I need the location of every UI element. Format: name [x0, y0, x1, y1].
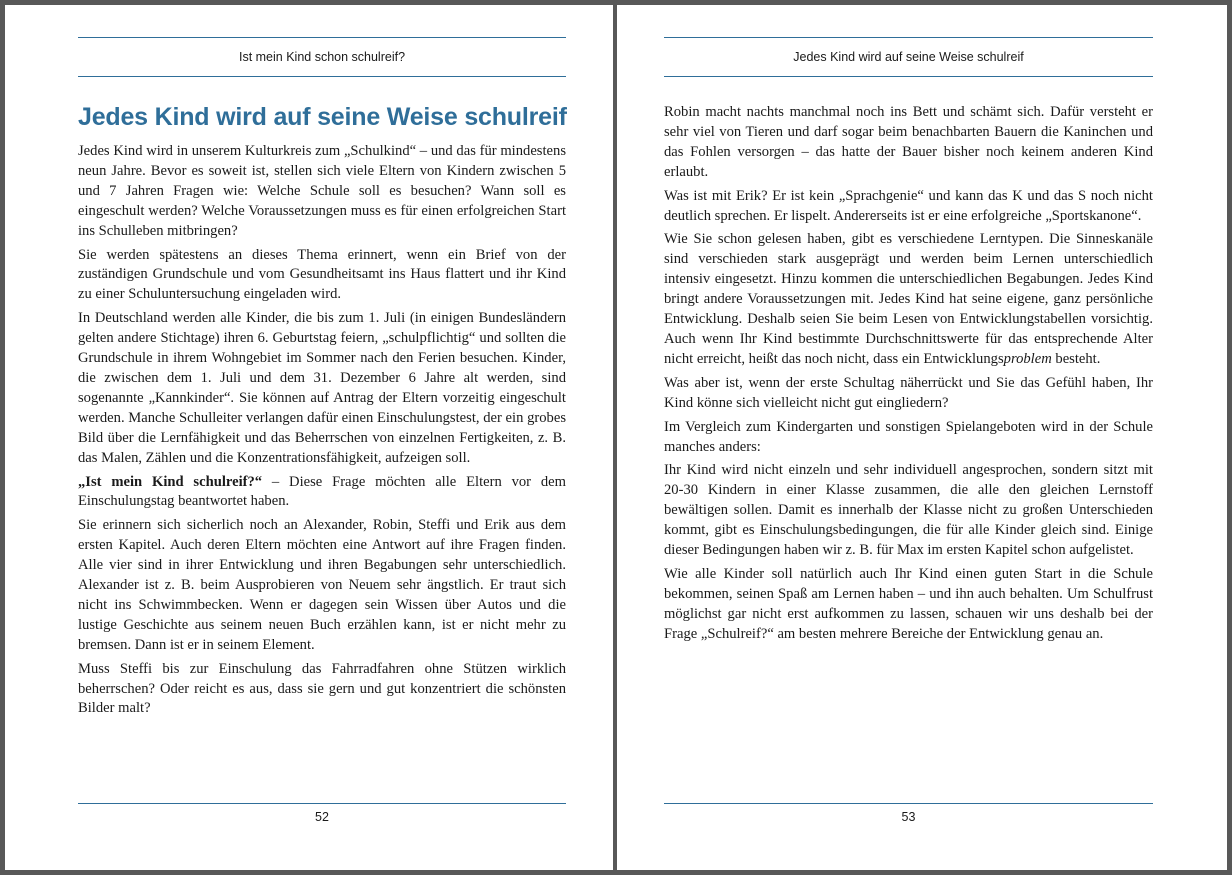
page-number: 53 — [901, 810, 916, 824]
header-rule-bottom — [78, 76, 566, 77]
paragraph: Was ist mit Erik? Er ist kein „Sprachgenie“ und kann das K und das S noch nicht deutlich sprechen. Er lispelt. Andererseits ist er eine erfolgreiche „Sportskanone“. — [664, 187, 1153, 224]
paragraph: Sie erinnern sich sicherlich noch an Alexander, Robin, Steffi und Erik aus dem ersten Kapitel. Auch deren Eltern möchten eine Antwort auf ihre Fragen finden. Alle vier sind in ihrer Entwicklung und ihren Begabungen sehr unterschiedlich. Alexander ist z. B. beim Ausprobieren von Neuem sehr ängstlich. Er traut sich nicht ins Schwimmbecken. Wenn er dagegen sein Wissen über Autos und die lustige Geschichte aus seinem neuen Buch erzählen kann, ist er nicht mehr zu bremsen. Dann ist er in seinem Element. — [78, 517, 566, 653]
paragraph: Sie werden spätestens an dieses Thema erinnert, wenn ein Brief von der zuständigen Grundschule und vom Gesundheitsamt ins Haus flattert und ihr Kind zu einer Schuluntersuchung eingeladen wird. — [78, 246, 566, 303]
paragraph: Jedes Kind wird in unserem Kulturkreis zum „Schulkind“ – und das für mindestens neun Jahre. Bevor es soweit ist, stellen sich viele Eltern von Kindern zwischen 5 und 7 Jahren Fragen wie: Welche Schule soll es besuchen? Wann soll es eingeschult werden? Welche Voraussetzungen muss es für einen erfolgreichen Start ins Schulleben mitbringen? — [78, 143, 566, 239]
page-number: 52 — [315, 810, 329, 824]
lerntypen-paragraph — [664, 230, 1153, 369]
paragraph: Muss Steffi bis zur Einschulung das Fahrradfahren ohne Stützen wirklich beherrschen? Oder reicht es aus, dass sie gern und gut konzentriert die schönsten Bilder malt? — [78, 660, 566, 717]
left-body-text — [78, 142, 566, 723]
left-page — [5, 5, 613, 870]
lerntypen-end: besteht. — [1051, 350, 1101, 367]
lerntypen-italic: problem — [1003, 350, 1052, 367]
question-rest: – Diese Frage möchten alle Eltern vor dem Einschulungstag beantwortet haben. — [78, 473, 566, 510]
right-body-text — [664, 103, 1153, 649]
paragraph: Ihr Kind wird nicht einzeln und sehr individuell angesprochen, sondern sitzt mit 20-30 Kindern in einer Klasse zusammen, die alle den gleichen Lernstoff bewältigen sollen. Damit es innerhalb der Klasse nicht zu großen Unterschieden kommt, gibt es Einschulungsbedingungen, die für alle Kinder gleich sind. Einige dieser Bedingungen haben wir z. B. für Max im ersten Kapitel schon aufgelistet. — [664, 462, 1153, 559]
chapter-title: Jedes Kind wird auf seine Weise schulreif — [78, 103, 567, 131]
question-bold: „Ist mein Kind schulreif?“ — [78, 473, 263, 490]
paragraph: Im Vergleich zum Kindergarten und sonstigen Spielangeboten wird in der Schule manches anders: — [664, 418, 1153, 455]
paragraph: In Deutschland werden alle Kinder, die bis zum 1. Juli (in einigen Bundesländern gelten andere Stichtage) ihren 6. Geburtstag feiern, „schulpflichtig“ und sollten die Grundschule in ihrem Wohngebiet im Sommer nach den Ferien besuchen. Kinder, die zwischen dem 1. Juli und dem 31. Dezember 6 Jahre alt werden, sind sogenannte „Kannkinder“. Sie können auf Antrag der Eltern vorzeitig eingeschult werden. Manche Schulleiter verlangen dafür einen Einschulungstest, der ein grobes Bild über die Lernfähigkeit und das Beherrschen von einzelnen Fertigkeiten, z. B. das Malen, Zählen und die Konzentrationsfähigkeit, aufzeigen soll. — [78, 310, 566, 466]
header-rule-bottom — [664, 76, 1153, 77]
running-head: Ist mein Kind schon schulreif? — [238, 50, 406, 64]
header-rule-top — [78, 37, 566, 38]
paragraph: Robin macht nachts manchmal noch ins Bett und schämt sich. Dafür versteht er sehr viel von Tieren und darf sogar beim benachbarten Bauern die Kaninchen und das Fohlen versorgen – das hatte der Bauer bisher noch keinem anderen Kind erlaubt. — [664, 104, 1153, 180]
lerntypen-text: Wie Sie schon gelesen haben, gibt es verschiedene Lerntypen. Die Sinneskanäle sind verschieden stark ausgeprägt und werden beim Lernen unterschiedlich intensiv eingesetzt. Hinzu kommen die unterschiedlichen Begabungen. Jedes Kind bringt andere Voraussetzungen mit. Jedes Kind hat seine eigene, ganz persönliche Entwicklung. Deshalb seien Sie beim Lesen von Entwicklungstabellen vorsichtig. Auch wenn Ihr Kind bestimmte Durchschnittswerte für das entsprechende Alter nicht erreicht, heißt das noch nicht, dass ein Entwicklungs — [664, 231, 1153, 367]
paragraph: Wie alle Kinder soll natürlich auch Ihr Kind einen guten Start in die Schule bekommen, seinen Spaß am Lernen haben – und ihn auch behalten. Um Schulfrust möglichst gar nicht erst aufkommen zu lassen, schauen wir uns deshalb bei der Frage „Schulreif?“ am besten mehrere Bereiche der Entwicklung genau an. — [664, 565, 1153, 642]
book-spread — [5, 5, 1227, 870]
footer-rule — [664, 803, 1153, 804]
running-head: Jedes Kind wird auf seine Weise schulreif — [793, 50, 1024, 64]
right-page — [617, 5, 1227, 870]
footer-rule — [78, 803, 566, 804]
question-paragraph — [78, 473, 566, 513]
paragraph: Was aber ist, wenn der erste Schultag näherrückt und Sie das Gefühl haben, Ihr Kind könne sich vielleicht nicht gut eingliedern? — [664, 374, 1153, 411]
header-rule-top — [664, 37, 1153, 38]
